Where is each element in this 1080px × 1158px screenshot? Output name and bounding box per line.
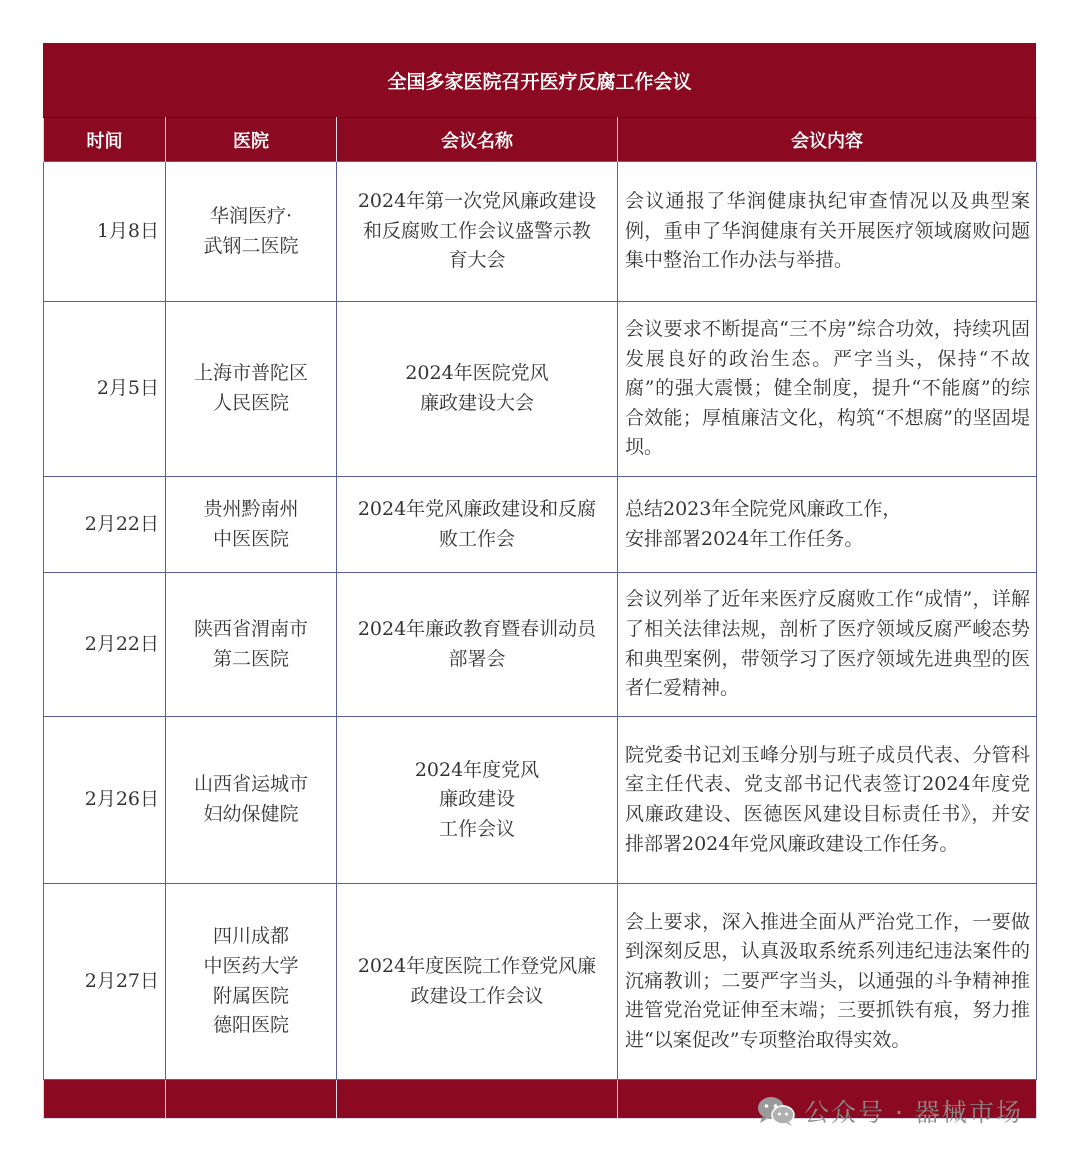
watermark-text: 公众号 · 器械市场 — [804, 1098, 1023, 1127]
header-meeting-name: 会议名称 — [337, 118, 618, 162]
table-row — [44, 884, 1037, 1080]
cell-content: 会议要求不断提高“三不房”综合功效，持续巩固发展良好的政治生态。严字当头，保持“不故腐”的强大震慑；健全制度，提升“不能腐”的综合效能；厚植廉洁文化，构筑“不想腐”的坚固堤坝。 — [618, 302, 1037, 477]
meeting-line: 廉政建设 — [438, 788, 515, 811]
table-container — [43, 43, 1036, 1119]
cell-meeting — [337, 162, 618, 302]
meeting-line: 2024年党风廉政建设和反腐 — [357, 497, 597, 520]
hospital-line: 附属医院 — [212, 984, 289, 1007]
meeting-line: 育大会 — [448, 249, 506, 272]
table-row — [44, 162, 1037, 302]
meeting-line: 2024年第一次党风廉政建设 — [357, 190, 597, 213]
cell-hospital — [166, 884, 337, 1080]
footer-cell — [166, 1080, 337, 1119]
cell-date: 2月26日 — [44, 717, 166, 884]
meeting-table — [43, 117, 1037, 1119]
hospital-line: 四川成都 — [212, 925, 289, 948]
meeting-line: 败工作会 — [438, 527, 515, 550]
meeting-line: 2024年度党风 — [414, 758, 540, 781]
cell-date: 2月27日 — [44, 884, 166, 1080]
header-row — [44, 118, 1037, 162]
hospital-line: 妇幼保健院 — [203, 803, 299, 825]
cell-content: 会上要求，深入推进全面从严治党工作，一要做到深刻反思，认真汲取系统系列违纪违法案件的沉痛教训；二要严字当头，以通强的斗争精神推进管党治党证伸至末端；三要抓铁有痕，努力推进“以案促改”专项整治取得实效。 — [618, 884, 1037, 1080]
header-hospital: 医院 — [166, 118, 337, 162]
cell-meeting — [337, 884, 618, 1080]
cell-date: 2月5日 — [44, 302, 166, 477]
hospital-line: 武钢二医院 — [203, 234, 299, 257]
hospital-line: 贵州黔南州 — [203, 497, 299, 520]
footer-cell — [337, 1080, 618, 1119]
content-line: 总结2023年全院党风廉政工作， — [625, 497, 902, 520]
meeting-line: 2024年廉政教育暨春训动员 — [357, 617, 597, 640]
meeting-line: 2024年医院党风 — [405, 362, 549, 385]
watermark — [756, 1093, 1023, 1129]
meeting-line: 部署会 — [448, 647, 506, 670]
hospital-line: 山西省运城市 — [193, 773, 308, 796]
header-time: 时间 — [44, 118, 166, 162]
footer-cell — [44, 1080, 166, 1119]
header-meeting-content: 会议内容 — [618, 118, 1037, 162]
hospital-line: 陕西省渭南市 — [193, 617, 308, 640]
cell-hospital — [166, 477, 337, 573]
hospital-line: 人民医院 — [212, 392, 289, 414]
cell-hospital — [166, 717, 337, 884]
cell-hospital — [166, 162, 337, 302]
cell-date: 1月8日 — [44, 162, 166, 302]
cell-content: 会议列举了近年来医疗反腐败工作“成情”，详解了相关法律法规，剖析了医疗领域反腐严峻态势和典型案例，带领学习了医疗领域先进典型的医者仁爱精神。 — [618, 573, 1037, 717]
cell-meeting — [337, 302, 618, 477]
table-row — [44, 573, 1037, 717]
meeting-line: 2024年度医院工作登党风廉 — [357, 954, 597, 977]
table-title: 全国多家医院召开医疗反腐工作会议 — [43, 43, 1036, 117]
hospital-line: 中医药大学 — [203, 954, 299, 977]
cell-meeting — [337, 717, 618, 884]
table-row — [44, 717, 1037, 884]
cell-content — [618, 477, 1037, 573]
meeting-line: 和反腐败工作会议盛警示教 — [362, 219, 591, 242]
table-row — [44, 302, 1037, 477]
cell-meeting — [337, 477, 618, 573]
wechat-icon — [756, 1095, 796, 1127]
hospital-line: 第二医院 — [212, 647, 289, 670]
hospital-line: 德阳医院 — [212, 1014, 289, 1037]
cell-hospital — [166, 573, 337, 717]
hospital-line: 上海市普陀区 — [193, 362, 308, 385]
cell-content: 院党委书记刘玉峰分别与班子成员代表、分管科室主任代表、党支部书记代表签订2024年度党风廉政建设、医德医风建设目标责任书》，并安排部署2024年党风廉政建设工作任务。 — [618, 717, 1037, 884]
cell-date: 2月22日 — [44, 573, 166, 717]
meeting-line: 政建设工作会议 — [410, 984, 544, 1007]
meeting-line: 工作会议 — [438, 817, 515, 840]
cell-date: 2月22日 — [44, 477, 166, 573]
meeting-line: 廉政建设大会 — [419, 392, 534, 414]
content-line: 安排部署2024年工作任务。 — [625, 527, 864, 550]
cell-meeting — [337, 573, 618, 717]
hospital-line: 中医医院 — [212, 527, 289, 550]
cell-hospital — [166, 302, 337, 477]
table-row — [44, 477, 1037, 573]
hospital-line: 华润医疗· — [209, 204, 293, 227]
cell-content: 会议通报了华润健康执纪审查情况以及典型案例，重申了华润健康有关开展医疗领域腐败问题集中整治工作办法与举措。 — [618, 162, 1037, 302]
